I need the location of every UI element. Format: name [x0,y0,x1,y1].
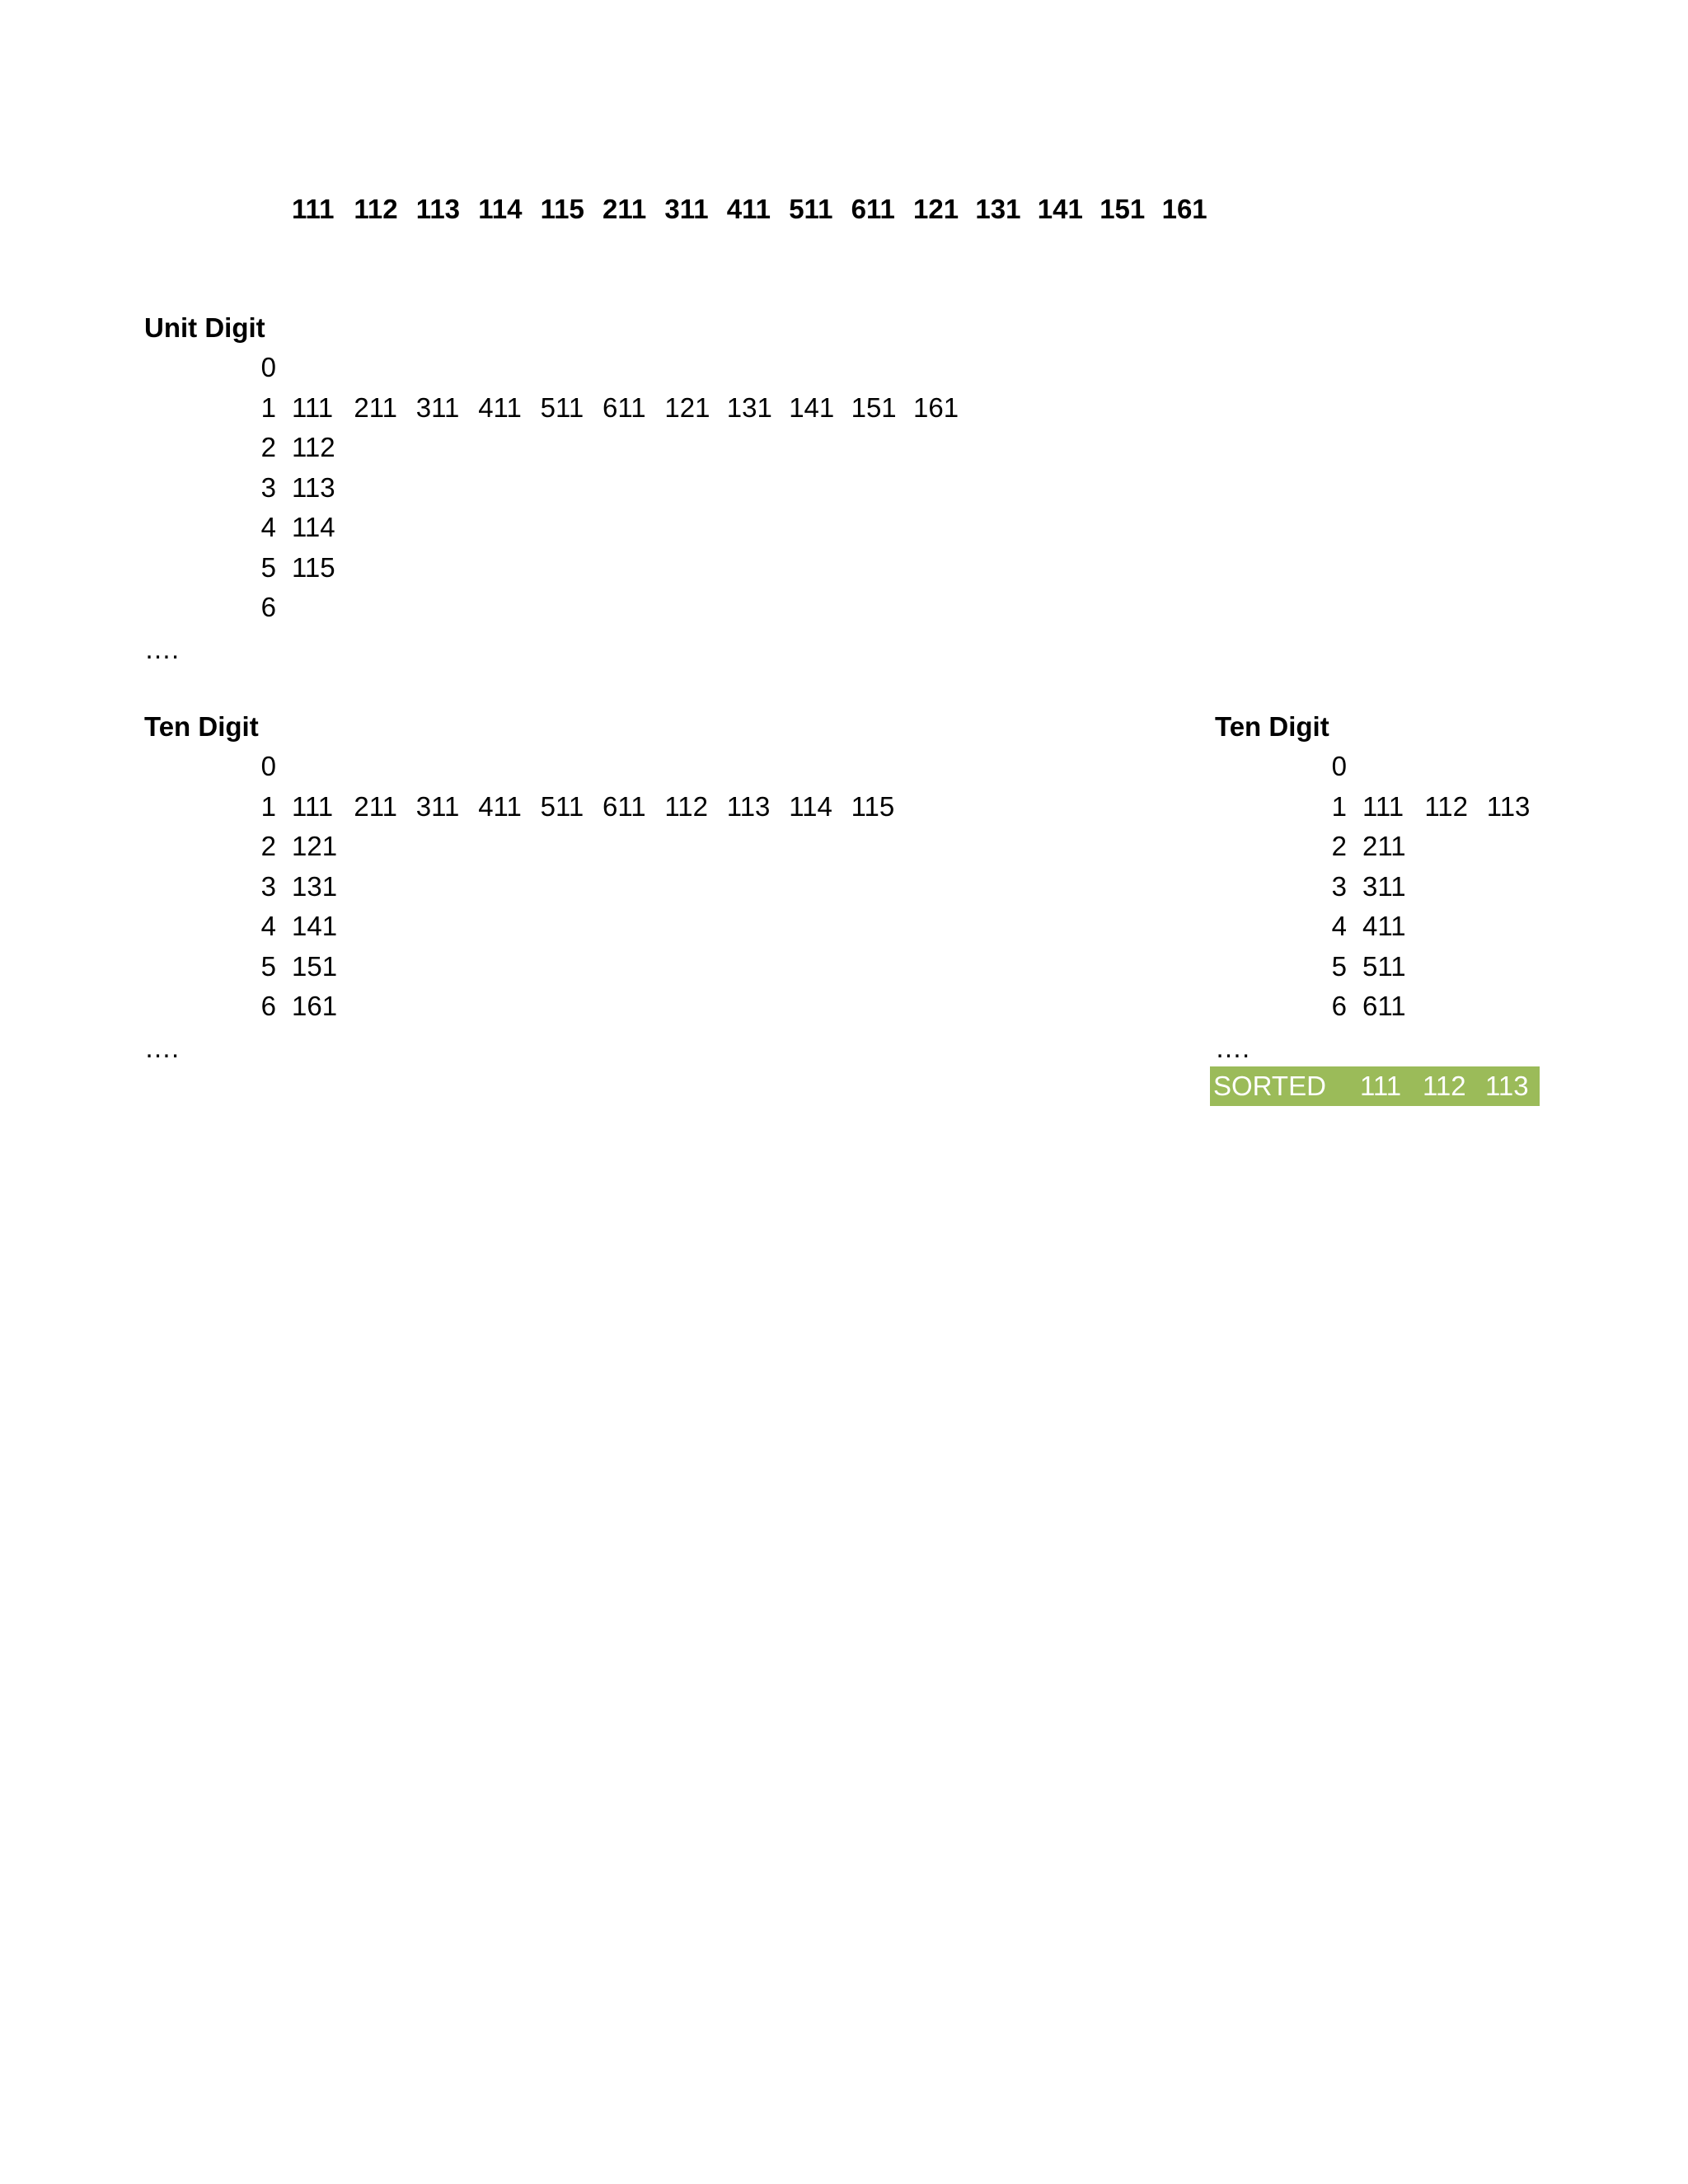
bucket-digit: 2 [260,831,276,861]
bucket-item: 411 [1362,911,1406,941]
sorted-result-bar [1210,1066,1540,1106]
bucket-item: 115 [851,790,895,822]
bucket-item: 311 [415,790,460,822]
input-number: 131 [975,194,1021,224]
bucket-digit: 5 [1331,950,1347,982]
bucket-item: 121 [664,391,710,423]
bucket-digit: 1 [260,790,276,822]
bucket-item: 113 [1486,790,1531,822]
bucket-item: 112 [1424,790,1469,822]
sorted-value: 112 [1423,1071,1466,1101]
bucket-digit: 4 [1331,911,1347,941]
input-number: 141 [1037,194,1083,224]
input-number: 111 [292,194,335,224]
bucket-digit: 5 [260,950,276,982]
bucket-item: 111 [292,790,334,822]
input-number: 211 [603,194,647,224]
bucket-item: 112 [292,432,335,462]
bucket-digit: 3 [260,471,276,503]
bucket-item: 114 [292,512,335,542]
bucket-digit: 4 [260,512,276,542]
bucket-item: 211 [354,790,398,822]
bucket-item: 141 [789,391,835,423]
input-number: 611 [851,194,895,224]
input-number: 511 [789,194,833,224]
input-number: 161 [1161,194,1207,224]
input-number: 411 [726,194,771,224]
bucket-digit: 3 [1331,870,1347,902]
bucket-item: 611 [603,790,646,822]
bucket-digit: 2 [260,432,276,462]
bucket-digit: 0 [1331,751,1347,781]
bucket-item: 121 [292,831,338,861]
sorted-value: 111 [1360,1071,1402,1101]
bucket-item: 161 [292,991,338,1021]
sorted-label: SORTED [1213,1071,1326,1101]
bucket-digit: 4 [260,911,276,941]
bucket-item: 115 [292,551,335,583]
bucket-item: 311 [415,391,460,423]
bucket-item: 511 [1362,950,1406,982]
bucket-item: 211 [1362,831,1406,861]
unit-digit-heading: Unit Digit [144,312,265,343]
ten-digit-right-heading: Ten Digit [1215,711,1329,742]
bucket-item: 311 [1362,870,1406,902]
ten-digit-right-ellipsis: …. [1215,1033,1250,1063]
bucket-item: 411 [478,790,522,822]
ten-digit-left-heading: Ten Digit [144,711,259,742]
bucket-digit: 1 [1331,790,1347,822]
input-number: 121 [913,194,959,224]
bucket-item: 113 [292,471,335,503]
input-number: 114 [478,194,523,224]
bucket-item: 511 [540,790,584,822]
bucket-item: 111 [1362,790,1404,822]
input-number: 311 [664,194,709,224]
bucket-item: 111 [292,391,334,423]
bucket-item: 511 [540,391,584,423]
bucket-item: 151 [851,391,897,423]
bucket-digit: 1 [260,391,276,423]
input-number: 115 [540,194,584,224]
ten-digit-left-ellipsis: …. [144,1033,180,1063]
bucket-digit: 6 [1331,991,1347,1021]
bucket-item: 113 [726,790,771,822]
input-number: 113 [415,194,461,224]
bucket-item: 611 [1362,991,1406,1021]
bucket-digit: 3 [260,870,276,902]
bucket-digit: 6 [260,592,276,622]
bucket-digit: 6 [260,991,276,1021]
bucket-item: 211 [354,391,398,423]
bucket-item: 161 [913,391,959,423]
bucket-digit: 2 [1331,831,1347,861]
bucket-item: 131 [726,391,772,423]
input-number: 112 [354,194,398,224]
bucket-item: 112 [664,790,709,822]
sorted-value: 113 [1485,1071,1529,1101]
unit-digit-ellipsis: …. [144,634,180,664]
bucket-item: 411 [478,391,522,423]
bucket-item: 151 [292,950,338,982]
bucket-digit: 0 [260,751,276,781]
bucket-item: 131 [292,870,338,902]
bucket-digit: 5 [260,551,276,583]
bucket-item: 114 [789,790,832,822]
bucket-digit: 0 [260,352,276,382]
bucket-item: 611 [603,391,646,423]
bucket-item: 141 [292,911,338,941]
input-number: 151 [1100,194,1146,224]
